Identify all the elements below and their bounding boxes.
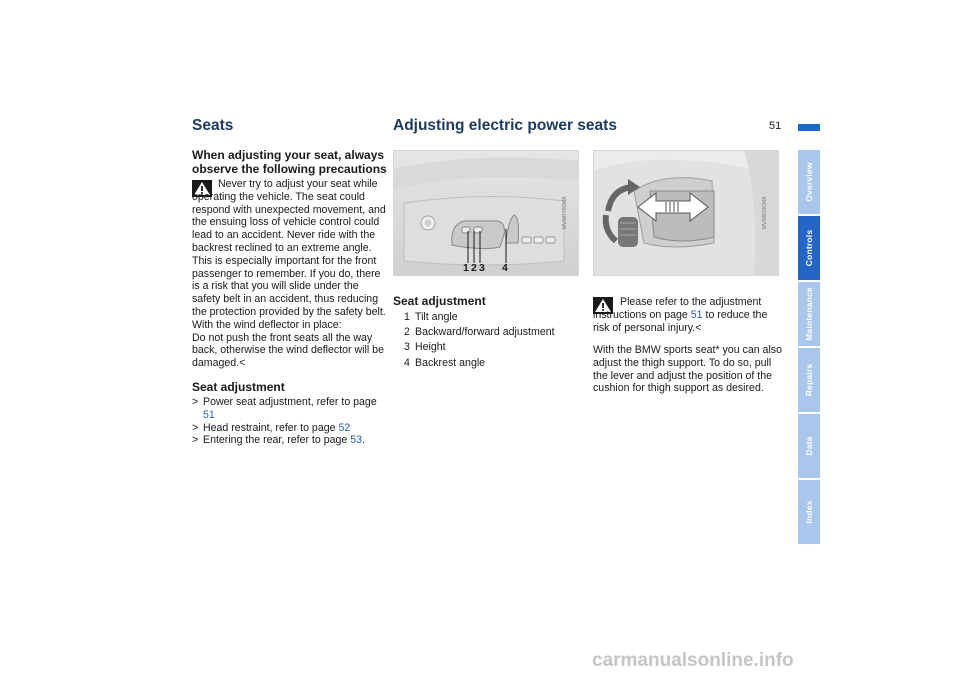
adjustment-list: [393, 311, 578, 372]
end-mark: <: [695, 321, 702, 334]
page-number: 51: [769, 120, 782, 132]
caution-paragraph: Never try to adjust your seat while operating the vehicle. The seat could respond with unexpected movement, and the ensuing loss of vehicle control could lead to an accident. Never ride with the backrest reclined to an extreme angle. This is especially important for the front passenger to remember. If you do, there is a risk that you will slide under the safety belt in an accident, thus reducing the protection provided by the safety belt.: [192, 178, 386, 318]
chapter-title: Adjusting electric power seats: [393, 117, 617, 134]
seat-adjustment-heading-2: Seat adjustment: [393, 294, 486, 308]
page-link[interactable]: 51: [690, 308, 703, 321]
list-item: 1 Tilt angle: [404, 311, 458, 323]
callout-label: 1: [463, 262, 469, 274]
callout-label: 2: [471, 262, 477, 274]
list-item: > Power seat adjustment, refer to page 51: [192, 396, 377, 421]
list-item: 4 Backrest angle: [404, 356, 486, 369]
caution-text: [192, 178, 388, 370]
reference-list: [192, 396, 377, 447]
seat-controls-figure: [393, 150, 579, 276]
image-code: MV08810CMA: [762, 196, 768, 229]
list-item: > Entering the rear, refer to page 53.: [192, 434, 365, 447]
caution-paragraph: With the wind deflector in place:: [192, 318, 342, 331]
page-link[interactable]: 51: [203, 408, 215, 421]
thigh-support-figure: [593, 150, 779, 276]
caution-text-2: Please refer to the adjustment instructions on page 51 to reduce the risk of personal injury.<: [593, 296, 768, 334]
list-item: 3 Height: [404, 341, 446, 354]
section-title: Seats: [192, 117, 234, 134]
tab-overview[interactable]: Overview: [798, 150, 820, 214]
page-marker: [798, 124, 820, 131]
tab-controls[interactable]: Controls: [798, 216, 820, 280]
watermark: carmanualsonline.info: [592, 650, 794, 671]
list-item: 2 Backward/forward adjustment: [404, 326, 555, 339]
callout-label: 3: [479, 262, 485, 274]
end-mark: <: [239, 357, 246, 370]
seat-adjustment-heading: Seat adjustment: [192, 380, 285, 394]
callout-label: 4: [502, 262, 508, 274]
tab-maintenance[interactable]: Maintenance: [798, 282, 820, 346]
tab-repairs[interactable]: Repairs: [798, 348, 820, 412]
page-link[interactable]: 52: [338, 421, 351, 434]
image-code: MV08770CMA: [562, 196, 568, 229]
tab-index[interactable]: Index: [798, 480, 820, 544]
caution-heading: When adjusting your seat, always observe the following precautions: [192, 148, 387, 176]
sports-seat-text: With the BMW sports seat* you can also adjust the thigh support. To do so, pull the lever and adjust the position of the cushion for thigh support as desired.: [593, 344, 782, 395]
caution-paragraph: Do not push the front seats all the way back, otherwise the wind deflector will be damaged.<: [192, 331, 384, 370]
page-link[interactable]: 53: [350, 434, 363, 447]
list-item: > Head restraint, refer to page 52: [192, 421, 351, 434]
tab-data[interactable]: Data: [798, 414, 820, 478]
